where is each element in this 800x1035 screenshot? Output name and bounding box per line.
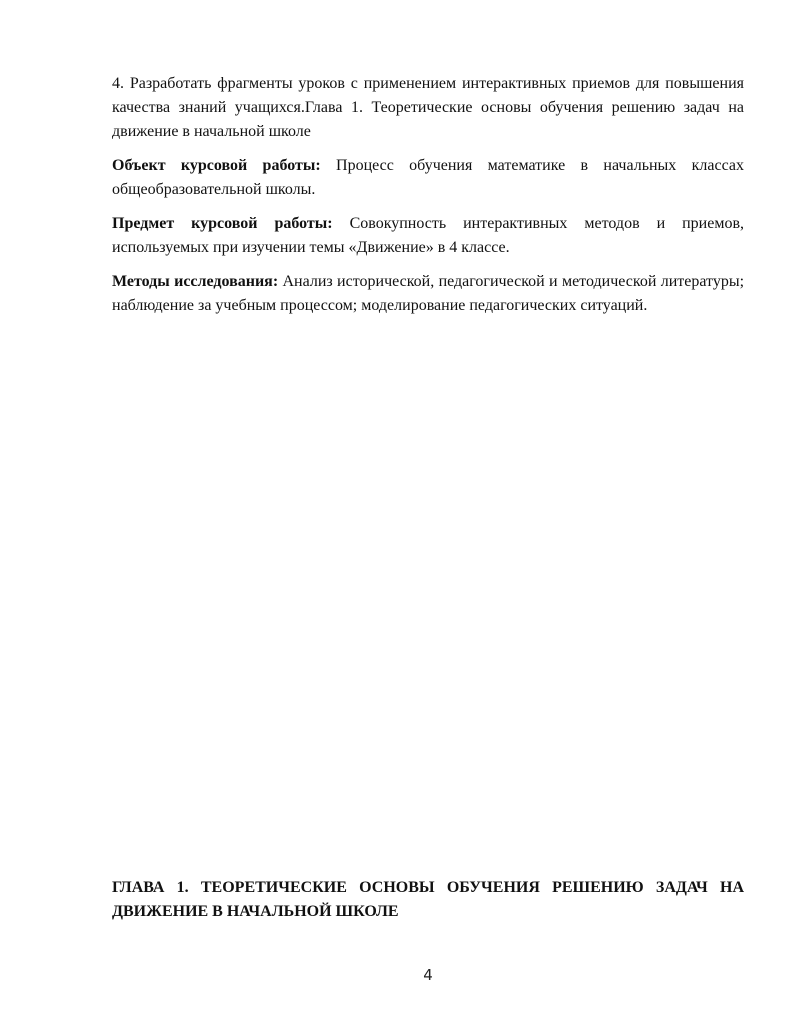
research-methods-text: Анализ исторической, педагогической и методической литературы; наблюдение за учебным процессом; моделирование педагогических ситуаций. [112, 273, 745, 314]
research-object-text: Процесс обучения математике в начальных классах общеобразовательной школы. [112, 157, 744, 198]
research-subject-text: Совокупность интерактивных методов и приемов, используемых при изучении темы «Движение» в 4 классе. [112, 215, 745, 256]
page-number: 4 [423, 966, 433, 984]
task-4-paragraph: 4. Разработать фрагменты уроков с применением интерактивных приемов для повышения качества знаний учащихся.Глава 1. Теоретические основы обучения решению задач на движение в начальной школе [112, 75, 744, 140]
research-subject-paragraph [112, 212, 744, 260]
research-object-paragraph [112, 154, 744, 202]
research-methods-label: Методы исследования: [112, 273, 279, 290]
research-methods-paragraph [112, 270, 744, 318]
chapter-1-heading: ГЛАВА 1. ТЕОРЕТИЧЕСКИЕ ОСНОВЫ ОБУЧЕНИЯ РЕШЕНИЮ ЗАДАЧ НА ДВИЖЕНИЕ В НАЧАЛЬНОЙ ШКОЛЕ [112, 879, 744, 920]
research-object-label: Объект курсовой работы: [112, 157, 321, 174]
document-page-body [112, 72, 744, 328]
research-subject-label: Предмет курсовой работы: [112, 215, 333, 232]
